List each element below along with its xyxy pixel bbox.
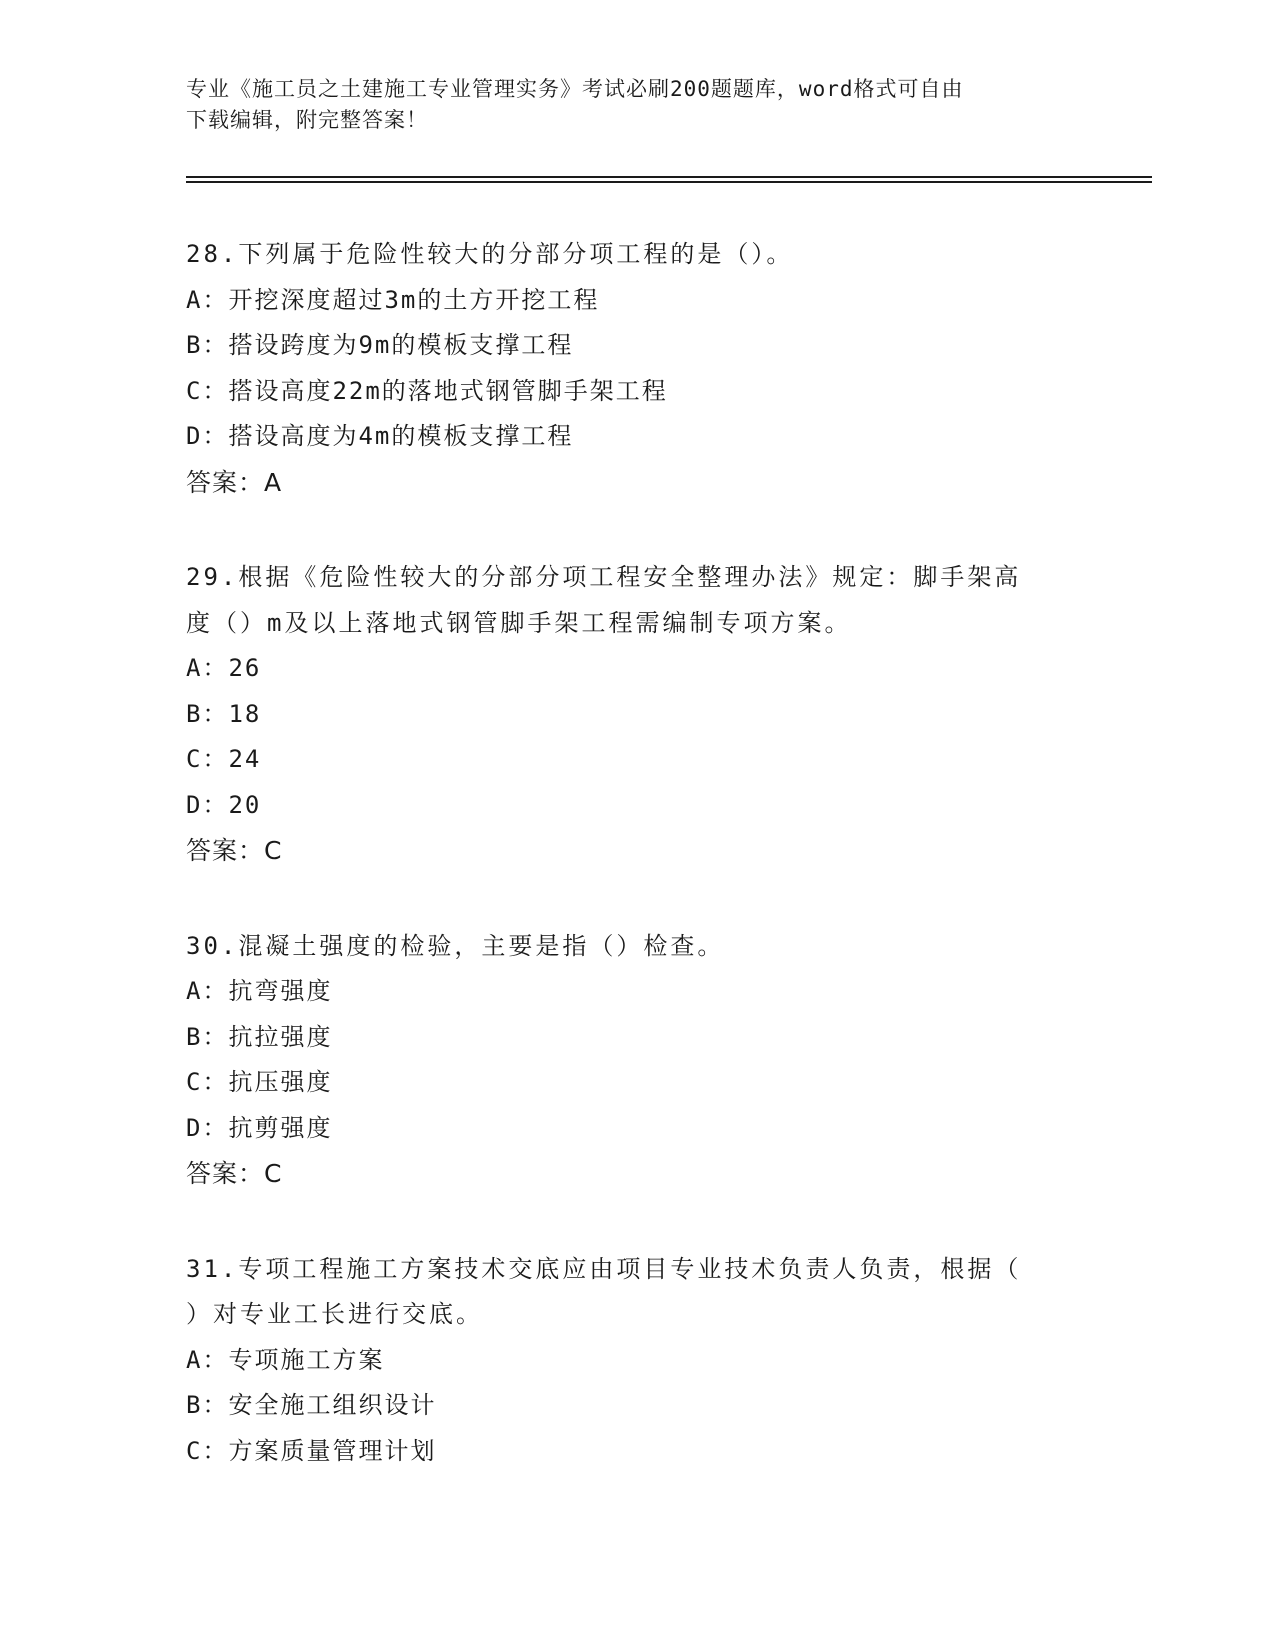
question-31 (186, 1247, 1086, 1475)
stem-line: 30.混凝土强度的检验，主要是指（）检查。 (186, 931, 725, 960)
option-b: B：搭设跨度为9m的模板支撑工程 (186, 331, 574, 359)
option-a: A：抗弯强度 (186, 977, 333, 1005)
stem-line: 度（）m及以上落地式钢管脚手架工程需编制专项方案。 (186, 608, 852, 637)
option-b: B：安全施工组织设计 (186, 1391, 437, 1419)
answer-label: 答案：C (186, 836, 283, 865)
option-a: A：开挖深度超过3m的土方开挖工程 (186, 285, 600, 314)
option-c: C：24 (186, 745, 262, 773)
question-list (186, 232, 1086, 1524)
header-divider-top (186, 176, 1152, 178)
stem-line: 29.根据《危险性较大的分部分项工程安全整理办法》规定：脚手架高 (186, 563, 1022, 591)
question-stem (186, 1247, 1086, 1338)
question-30 (186, 924, 1086, 1197)
document-header (186, 74, 1086, 136)
option-c: C：抗压强度 (186, 1068, 333, 1096)
option-d: D：搭设高度为4m的模板支撑工程 (186, 422, 574, 450)
stem-line: 31.专项工程施工方案技术交底应由项目专业技术负责人负责，根据（ (186, 1254, 1022, 1283)
option-b: B：18 (186, 699, 262, 728)
option-d: D：抗剪强度 (186, 1113, 333, 1142)
question-stem (186, 924, 1086, 970)
answer-label: 答案：C (186, 1159, 283, 1188)
option-c: C：方案质量管理计划 (186, 1436, 437, 1465)
stem-line: 28.下列属于危险性较大的分部分项工程的是（）。 (186, 240, 794, 268)
option-b: B：抗拉强度 (186, 1022, 333, 1051)
option-a: A：专项施工方案 (186, 1345, 385, 1374)
question-29 (186, 555, 1086, 874)
question-stem (186, 555, 1086, 646)
option-a: A：26 (186, 654, 262, 682)
header-line-2: 下载编辑，附完整答案！ (186, 108, 428, 132)
answer-label: 答案：A (186, 467, 283, 497)
option-d: D：20 (186, 790, 262, 819)
header-line-1: 专业《施工员之土建施工专业管理实务》考试必刷200题题库，word格式可自由 (186, 77, 964, 101)
question-stem (186, 232, 1086, 278)
stem-line: ）对专业工长进行交底。 (186, 1300, 483, 1328)
option-c: C：搭设高度22m的落地式钢管脚手架工程 (186, 376, 668, 405)
header-divider-bottom (186, 181, 1152, 183)
question-28 (186, 232, 1086, 505)
